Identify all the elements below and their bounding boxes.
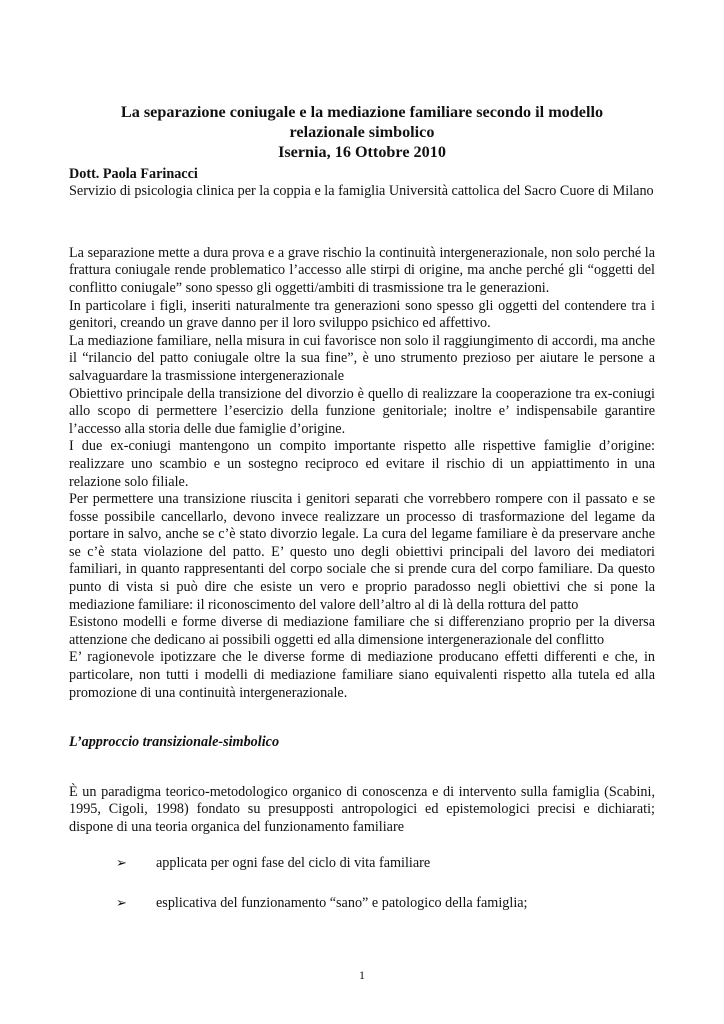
bullet-item [69, 855, 655, 873]
title-line-1: La separazione coniugale e la mediazione familiare secondo il modello [120, 103, 604, 121]
paragraph-4: Obiettivo principale della transizione del divorzio è quello di realizzare la cooperazione tra ex-coniugi allo scopo di permettere l’esercizio della funzione genitoriale; inoltre e’ indispensabile garantire l’accesso alla storia delle due famiglie d’origine. [69, 385, 655, 437]
author-name: Dott. Paola Farinacci [69, 165, 198, 182]
paragraph-6: Per permettere una transizione riuscita i genitori separati che vorrebbero rompere con il passato e se fosse possibile cancellarlo, devono invece realizzare un processo di trasformazione del legame da portare in salvo, anche se c’è stato divorzio legale. La cura del legame familiare è da preservare anche se c’è stata violazione del patto. E’ questo uno degli obiettivi principali del lavoro dei mediatori familiari, in quanto rappresentanti del corpo sociale che si prende cura del corpo familiare. Da questo punto di vista si può dire che esiste un vero e proprio paradosso negli obiettivi che si pone la mediazione familiare: il riconoscimento del valore dell’altro al di là della rottura del patto [69, 491, 655, 613]
bullet-text: applicata per ogni fase del ciclo di vita familiare [156, 854, 431, 871]
section-paragraph: È un paradigma teorico-metodologico organico di conoscenza e di intervento sulla famiglia (Scabini, 1995, Cigoli, 1998) fondato su presupposti antropologici ed epistemologici precisi e dichiarati; dispone di una teoria organica del funzionamento familiare [69, 783, 655, 836]
paragraph-3: La mediazione familiare, nella misura in cui favorisce non solo il raggiungimento di accordi, ma anche il “rilancio del patto coniugale oltre la sua fine”, è uno strumento prezioso per aiutare le persone a salvaguardare la trasmissione intergenerazionale [69, 332, 655, 384]
arrow-bullet-icon: ➢ [116, 855, 127, 871]
bullet-list [69, 855, 655, 913]
paragraph-2: In particolare i figli, inseriti naturalmente tra generazioni sono spesso gli oggetti del contendere tra i genitori, creando un grave danno per il loro sviluppo psichico ed affettivo. [69, 297, 655, 332]
page-content [69, 102, 655, 936]
paragraph-5: I due ex-coniugi mantengono un compito importante rispetto alle rispettive famiglie d’origine: realizzare uno scambio e un sostegno reciproco ed evitare il rischio di un appiattimento in una relazione solo filiale. [69, 438, 655, 490]
paragraph-8: E’ ragionevole ipotizzare che le diverse forme di mediazione producano effetti differenti e che, in particolare, non tutti i modelli di mediazione familiare siano equivalenti rispetto alla tutela ed alla promozione di una continuità intergenerazionale. [69, 649, 655, 701]
title-line-3: Isernia, 16 Ottobre 2010 [278, 143, 446, 162]
page-number: 1 [359, 968, 365, 982]
section-heading: L’approccio transizionale-simbolico [69, 734, 280, 751]
paragraph-1: La separazione mette a dura prova e a grave rischio la continuità intergenerazionale, non solo perché la frattura coniugale rende problematico l’accesso alle stirpi di origine, ma anche perché gli “oggetti del conflitto coniugale” sono spesso gli oggetti/ambiti di trasmissione tra le generazioni. [69, 244, 655, 296]
bullet-item [69, 895, 655, 913]
paragraph-7: Esistono modelli e forme diverse di mediazione familiare che si differenziano proprio per la diversa attenzione che dedicano ai possibili oggetti ed alla dimensione intergenerazionale del conflitto [69, 614, 655, 648]
document-title [69, 102, 655, 163]
title-line-2: relazionale simbolico [289, 123, 435, 142]
arrow-bullet-icon: ➢ [116, 896, 127, 912]
author-affiliation: Servizio di psicologia clinica per la coppia e la famiglia Università cattolica del Sacro Cuore di Milano [69, 183, 654, 200]
bullet-text: esplicativa del funzionamento “sano” e patologico della famiglia; [156, 895, 528, 912]
